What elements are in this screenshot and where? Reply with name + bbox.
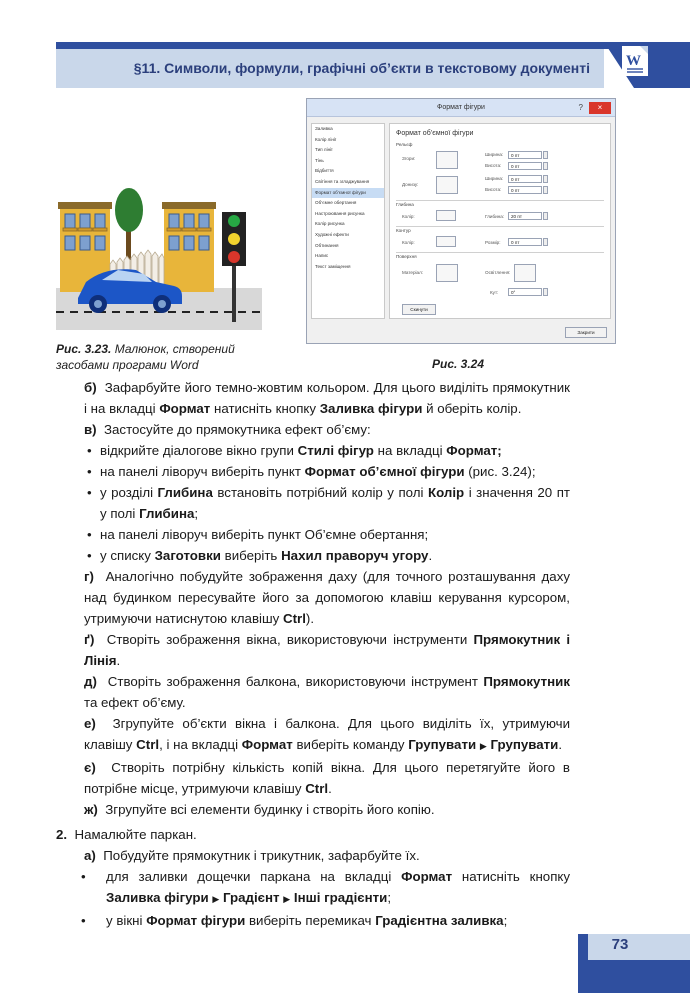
top-height-field[interactable]: 0 пт (508, 162, 542, 170)
dialog-title: Формат фігури (437, 104, 485, 111)
word-document-icon (604, 42, 690, 88)
top-width-field[interactable]: 0 пт (508, 151, 542, 159)
arrow-right-icon: ▶ (479, 741, 487, 751)
divider (396, 252, 604, 253)
divider (396, 200, 604, 201)
depth-label: Глибина: (485, 214, 505, 219)
contour-group-label: Контур (396, 228, 411, 233)
category-item[interactable]: Заливка (315, 126, 333, 131)
close-button[interactable]: Закрити (565, 327, 607, 338)
spin-button[interactable] (543, 238, 548, 246)
bottom-bevel-picker[interactable] (436, 176, 458, 194)
category-item-selected[interactable]: Формат об’ємної фігури (312, 188, 384, 199)
dialog-title-bar (307, 99, 615, 117)
material-label: Матеріал: (402, 270, 424, 275)
list-item: • у розділі Глибина встановіть потрібний колір у полі Колір і значення 20 пт у полі Глибина; (56, 482, 570, 524)
lighting-label: Освітлення: (485, 270, 511, 275)
height-label: Висота: (485, 187, 502, 192)
divider (396, 226, 604, 227)
top-label: Згори: (402, 156, 416, 161)
page-number: 73 (611, 936, 629, 953)
list-item: • на панелі ліворуч виберіть пункт Формат об’ємної фігури (рис. 3.24); (56, 461, 570, 482)
category-item[interactable]: Напис (315, 253, 329, 259)
step-ye: є) Створіть потрібну кількість копій вікна. Для цього перетягуйте його в потрібне місце, утримуючи клавішу Ctrl. (84, 760, 570, 796)
house-drawing-illustration (56, 170, 262, 330)
panel-heading: Формат об’ємної фігури (396, 130, 474, 137)
category-item[interactable]: Текст заміщення (315, 263, 351, 269)
bottom-height-field[interactable]: 0 пт (508, 186, 542, 194)
help-icon[interactable]: ? (578, 103, 583, 112)
width-label: Ширина: (485, 176, 504, 181)
size-label: Розмір: (485, 240, 501, 245)
list-item: • відкрийте діалогове вікно групи Стилі фігур на вкладці Формат; (56, 440, 570, 461)
contour-color-picker[interactable] (436, 236, 456, 247)
category-item[interactable]: Настроювання рисунка (315, 210, 365, 216)
arrow-right-icon: ▶ (212, 894, 220, 904)
depth-group-label: Глибина (396, 202, 414, 207)
contour-color-label: Колір: (402, 240, 415, 245)
spin-button[interactable] (543, 186, 548, 194)
contour-size-field[interactable]: 0 пт (508, 238, 542, 246)
spin-button[interactable] (543, 175, 548, 183)
header-accent-bar (56, 42, 690, 49)
step-b: б) Зафарбуйте його темно-жовтим кольором. Для цього виділіть прямокутник і на вкладці Формат натисніть кнопку Заливка фігури й оберіть колір. (84, 380, 571, 416)
instructions-text (56, 377, 570, 931)
figure-3-24-caption: Рис. 3.24 (432, 357, 485, 371)
height-label: Висота: (485, 163, 502, 168)
category-item[interactable]: Об’ємне обертання (315, 200, 357, 206)
step-gg: ґ) Створіть зображення вікна, використовуючи інструменти Прямокутник і Лінія. (84, 632, 571, 668)
depth-field[interactable]: 20 пт (508, 212, 542, 220)
step-a: а) Побудуйте прямокутник і трикутник, зафарбуйте їх. (84, 848, 420, 863)
category-item[interactable]: Відбиття (315, 168, 334, 174)
bottom-label: Донизу: (402, 182, 419, 187)
list-item: • для заливки дощечки паркана на вкладці Формат натисніть кнопку Заливка фігури ▶ Градієнт ▶ Інші градієнти; (56, 866, 570, 910)
depth-color-label: Колір: (402, 214, 415, 219)
step-zh: ж) Згрупуйте всі елементи будинку і створіть його копію. (84, 802, 435, 817)
format-shape-dialog (306, 98, 616, 344)
depth-color-picker[interactable] (436, 210, 456, 221)
step-d: д) Створіть зображення балкона, використовуючи інструмент Прямокутник та ефект об’єму. (84, 674, 570, 710)
surface-group-label: Поверхня (396, 254, 417, 259)
category-item[interactable]: Художні ефекти (315, 231, 349, 237)
list-item: • у вікні Формат фігури виберіть перемикач Градієнтна заливка; (56, 910, 570, 931)
angle-field[interactable]: 0° (508, 288, 542, 296)
list-item: • у списку Заготовки виберіть Нахил праворуч угору. (56, 545, 570, 566)
reset-button[interactable]: Скинути (402, 304, 436, 315)
spin-button[interactable] (543, 212, 548, 220)
category-item[interactable]: Тип лінії (315, 147, 333, 153)
category-item[interactable]: Обтинання (315, 242, 339, 248)
close-icon[interactable]: × (589, 102, 611, 114)
category-item[interactable]: Тінь (315, 157, 324, 163)
width-label: Ширина: (485, 152, 504, 157)
step-e: е) Згрупуйте об’єкти вікна і балкона. Для цього виділіть їх, утримуючи клавішу Ctrl, і на вкладці Формат виберіть команду Групувати ▶ Групувати. (84, 716, 571, 752)
category-item[interactable]: Колір рисунка (315, 221, 345, 227)
arrow-right-icon: ▶ (283, 894, 291, 904)
page-header-title: §11. Символи, формули, графічні об’єкти в текстовому документі (133, 60, 590, 76)
spin-button[interactable] (543, 151, 548, 159)
relief-group-label: Рельєф (396, 142, 413, 147)
angle-label: Кут: (490, 290, 499, 295)
lighting-picker[interactable] (514, 264, 536, 282)
category-item[interactable]: Колір лінії (315, 136, 337, 142)
spin-button[interactable] (543, 162, 548, 170)
step-g: г) Аналогічно побудуйте зображення даху (для точного розташування даху над будинком пересувайте його за допомогою клавіш керування курсором, утримуючи натиснутою клавішу Ctrl). (84, 569, 570, 626)
dialog-category-list (311, 123, 385, 319)
step-v: в) Застосуйте до прямокутника ефект об’єму: (84, 422, 371, 437)
bottom-width-field[interactable]: 0 пт (508, 175, 542, 183)
spin-button[interactable] (543, 288, 548, 296)
dialog-settings-panel (389, 123, 611, 319)
top-bevel-picker[interactable] (436, 151, 458, 169)
svg-text:W: W (626, 53, 641, 69)
list-item: • на панелі ліворуч виберіть пункт Об’ємне обертання; (56, 524, 570, 545)
category-item[interactable]: Світіння та згладжування (315, 178, 370, 184)
figure-3-23-caption: Рис. 3.23. Малюнок, створений засобами програми Word (56, 342, 235, 372)
step-2: 2. Намалюйте паркан. (56, 827, 197, 842)
material-picker[interactable] (436, 264, 458, 282)
